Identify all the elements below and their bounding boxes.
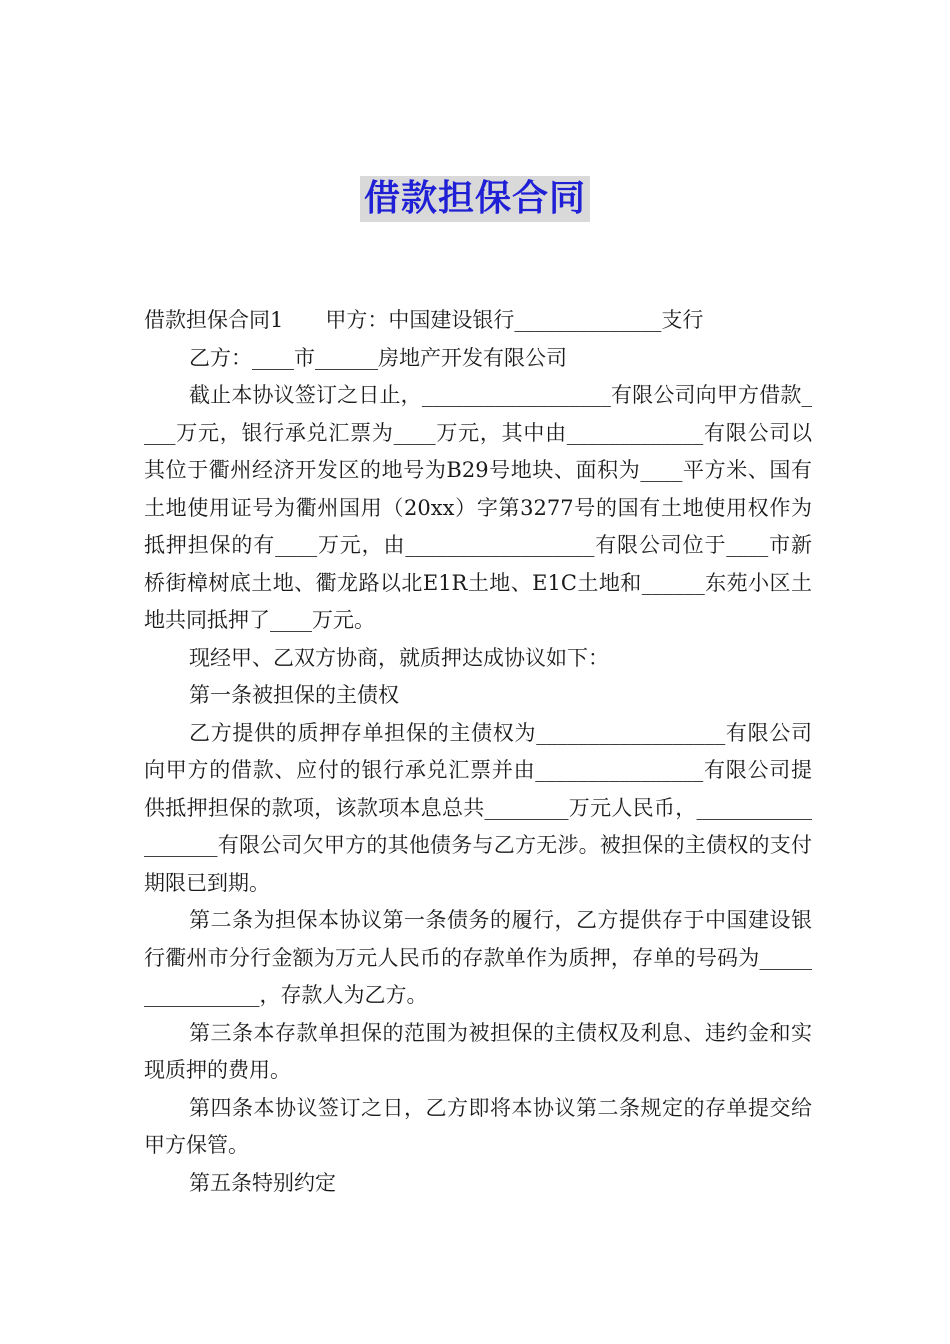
article-2: 第二条为担保本协议第一条债务的履行，乙方提供存于中国建设银行衢州市分行金额为万元人民币的存款单作为质押，存单的号码为________________，存款人为乙方。 bbox=[144, 908, 812, 1007]
paragraph-background: 截止本协议签订之日止，__________________有限公司向甲方借款____万元，银行承兑汇票为____万元，其中由_____________有限公司以其位于衢州经济开发区的地号为B29号地块、面积为____平方米、国有土地使用证号为衢州国用（20xx）字第3277号的国有土地使用权作为抵押担保的有____万元，由__________________有限公司位于____市新桥街樟树底土地、衢龙路以北E1R土地、E1C土地和______东苑小区土地共同抵押了____万元。 bbox=[144, 383, 812, 632]
paragraph-party-b: 乙方：____市______房地产开发有限公司 bbox=[189, 345, 567, 370]
paragraph-agreement-intro: 现经甲、乙双方协商，就质押达成协议如下： bbox=[189, 645, 609, 670]
document-body bbox=[144, 302, 812, 1202]
document-title: 借款担保合同 bbox=[360, 176, 590, 222]
article-1-body: 乙方提供的质押存单担保的主债权为__________________有限公司向甲方的借款、应付的银行承兑汇票并由________________有限公司提供抵押担保的款项，该款项本息总共________万元人民币，__________________有限公司欠甲方的其他债务与乙方无涉。被担保的主债权的支付期限已到期。 bbox=[144, 720, 812, 895]
article-5-heading: 第五条特别约定 bbox=[189, 1170, 336, 1195]
title-container bbox=[0, 176, 950, 222]
article-3: 第三条本存款单担保的范围为被担保的主债权及利息、违约金和实现质押的费用。 bbox=[144, 1020, 812, 1082]
paragraph-header: 借款担保合同1 甲方：中国建设银行______________支行 bbox=[144, 308, 704, 332]
article-4: 第四条本协议签订之日，乙方即将本协议第二条规定的存单提交给甲方保管。 bbox=[144, 1095, 812, 1157]
article-1-heading: 第一条被担保的主债权 bbox=[189, 683, 399, 707]
